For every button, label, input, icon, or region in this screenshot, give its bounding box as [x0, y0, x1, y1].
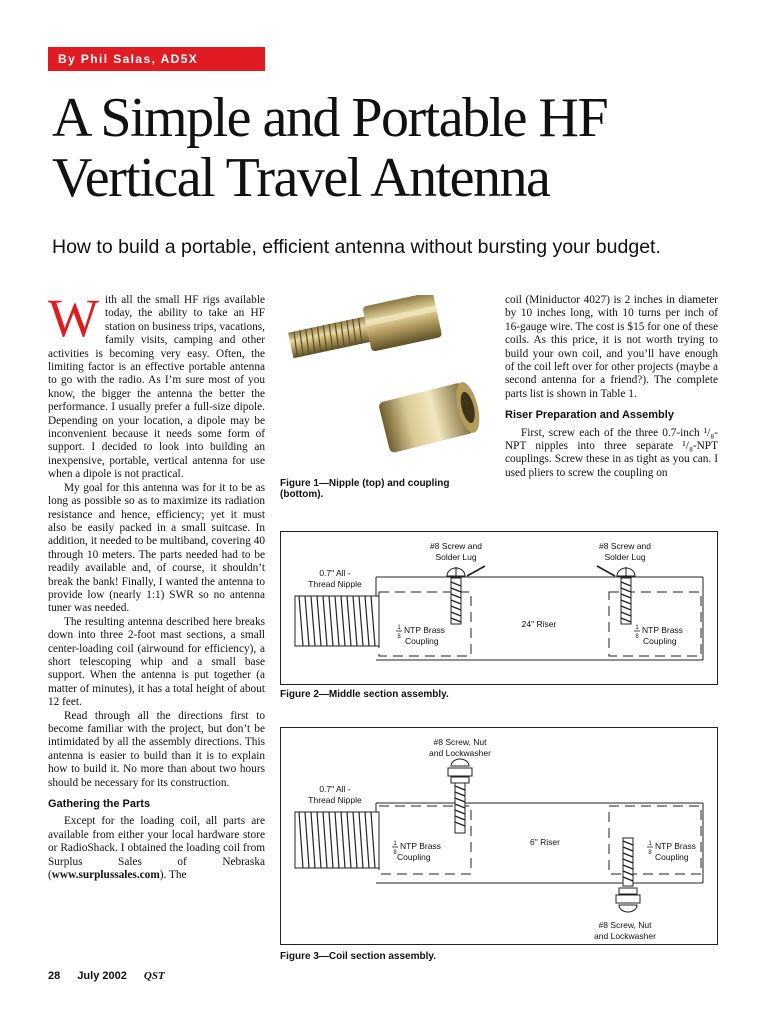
screw-label-right: #8 Screw and — [599, 541, 651, 551]
paragraph: Read through all the directions first to become familiar with the project, but don’t be intimidated by all the assembly directions. This antenna is easier to build than it is to explain how to build it. No more than about two hours should be necessary for its construction. — [48, 709, 265, 789]
figure-2-caption: Figure 2—Middle section assembly. — [280, 689, 449, 700]
screw-top-label-2: and Lockwasher — [429, 748, 491, 758]
byline: By Phil Salas, AD5X — [48, 47, 265, 71]
screw-bottom-label: #8 Screw, Nut — [598, 920, 652, 930]
screw-nut-icon — [616, 838, 640, 912]
svg-text:8: 8 — [397, 634, 401, 640]
paragraph: The resulting antenna described here breaks down into three 2-foot mast sections, a small center-loading coil (airwound for efficiency), a short telescoping whip and a small base support. When the antenna is put together (a matter of minutes), it has a total height of about 12 feet. — [48, 615, 265, 709]
svg-text:1: 1 — [648, 841, 652, 847]
middle-section-diagram — [281, 532, 717, 684]
svg-text:1: 1 — [635, 625, 639, 631]
screw-label-right-2: Solder Lug — [604, 552, 646, 562]
paragraph: coil (Miniductor 4027) is 2 inches in diameter by 10 inches long, with 10 turns per inch of 16-gauge wire. The cost is $15 for one of these coils. As this price, it is not worth trying to build your own coil, and you’ll have enough of the coil left over for other projects (maybe a second antenna for a friend?). The complete parts list is shown in Table 1. — [505, 294, 718, 400]
threaded-nipple-icon — [295, 812, 379, 868]
article-title — [52, 88, 752, 208]
body-column-1 — [48, 288, 265, 882]
paragraph: Except for the loading coil, all parts are available from either your local hardware store or RadioShack. I obtained the loading coil from Surplus Sales of Nebraska (www.surplussales.com). The — [48, 815, 265, 882]
nipple-label-2: Thread Nipple — [308, 579, 362, 589]
coupling-label-right: NTP Brass — [642, 625, 683, 635]
page-number: 28 — [48, 970, 61, 982]
figure-3-diagram — [280, 727, 718, 945]
svg-text:8: 8 — [393, 850, 397, 856]
nipple-label-2: Thread Nipple — [308, 795, 362, 805]
screw-top-label: #8 Screw, Nut — [433, 737, 487, 747]
svg-text:1: 1 — [393, 841, 397, 847]
figure-2-diagram — [280, 531, 718, 685]
figure-1-photo — [278, 295, 493, 470]
nipple-and-coupling-photo — [278, 295, 493, 470]
coil-section-diagram — [281, 728, 717, 944]
screw-label-left-2: Solder Lug — [435, 552, 477, 562]
body-column-3 — [505, 294, 718, 480]
coupling-label-right-2: Coupling — [643, 636, 677, 646]
figure-3-caption: Figure 3—Coil section assembly. — [280, 951, 436, 962]
drop-cap: W — [48, 288, 99, 348]
paragraph: First, screw each of the three 0.7-inch ¹/₈-NPT nipples into three separate ¹/₈-NPT couplings. Screw these in as tight as you can. I used pliers to screw the coupling on — [505, 426, 718, 479]
issue-date: July 2002 — [77, 970, 127, 982]
title-line-2: Vertical Travel Antenna — [52, 147, 550, 209]
nipple-label: 0.7" All - — [319, 568, 351, 578]
article-subtitle: How to build a portable, efficient antenna without bursting your budget. — [52, 236, 661, 258]
paragraph: With all the small HF rigs available today, the ability to take an HF station on business trips, vacations, family visits, camping and other activities is becoming very easy. Often, the limiting factor is an effective portable antenna to go with the radio. As I’m sure most of you know, the bigger the antenna the better the performance. I usually prefer a full-size dipole. Depending on your location, a dipole may be inconvenient because it needs some form of support. I decided to look into building an inexpensive, portable, vertical antenna for use when a dipole is not practical. — [48, 288, 265, 481]
paragraph: My goal for this antenna was for it to be as long as possible so as to maximize its radiation resistance and hence, efficiency; yet it must also be easily packed in a small suitcase. In addition, it needed to be multiband, covering 40 through 10 meters. The parts needed had to be readily available and, of course, it shouldn’t break the bank! Finally, I wanted the antenna to provide low (nearly 1:1) SWR so no antenna tuner was needed. — [48, 481, 265, 615]
screw-bottom-label-2: and Lockwasher — [594, 931, 656, 941]
svg-text:8: 8 — [648, 850, 652, 856]
qst-logo: QST — [143, 970, 165, 982]
screw-label-left: #8 Screw and — [430, 541, 482, 551]
coupling-label-left-2: Coupling — [397, 852, 431, 862]
coupling-label-left: NTP Brass — [404, 625, 445, 635]
svg-text:8: 8 — [635, 634, 639, 640]
riser-label: 6" Riser — [530, 837, 560, 847]
threaded-nipple-icon — [295, 596, 379, 646]
surplus-sales-link[interactable]: www.surplussales.com — [51, 869, 160, 882]
screw-nut-icon — [448, 759, 472, 833]
svg-text:1: 1 — [397, 625, 401, 631]
coupling-label-left-2: Coupling — [405, 636, 439, 646]
screw-icon — [597, 566, 635, 624]
figure-1-caption: Figure 1—Nipple (top) and coupling (bottom). — [280, 478, 450, 500]
coupling-label-right: NTP Brass — [655, 841, 696, 851]
screw-icon — [447, 566, 485, 624]
title-line-1: A Simple and Portable HF — [52, 87, 608, 149]
section-heading: Riser Preparation and Assembly — [505, 409, 674, 422]
coupling-label-right-2: Coupling — [655, 852, 689, 862]
riser-label: 24" Riser — [521, 619, 557, 629]
section-heading: Gathering the Parts — [48, 798, 151, 811]
coupling-label-left: NTP Brass — [400, 841, 441, 851]
nipple-label: 0.7" All - — [319, 784, 351, 794]
page-footer — [48, 970, 348, 986]
